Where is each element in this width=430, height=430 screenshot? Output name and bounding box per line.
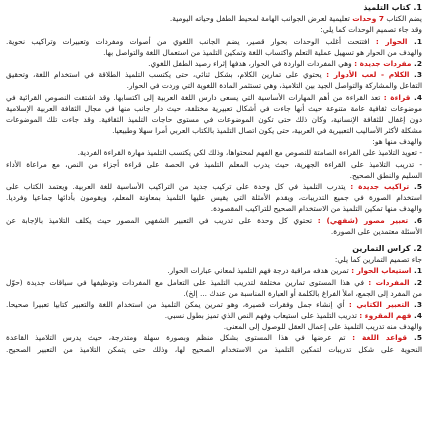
text-segment: 2. bbox=[409, 277, 422, 287]
text-line bbox=[6, 332, 422, 343]
text-segment: الأسئلة معتمدين على الصورة. bbox=[330, 226, 422, 236]
text-segment: 3. bbox=[409, 70, 422, 80]
text-line bbox=[6, 310, 422, 321]
text-segment: 5. bbox=[407, 333, 422, 343]
item-title: الكلام - لعب الأدوار : bbox=[326, 70, 410, 80]
text-segment: وقد جاء تصميم الوحدات كما يلي: bbox=[320, 25, 422, 35]
text-segment: وهي المفردات الواردة في الحوار، هدفها إثراء رصيد الطفل اللغوي. bbox=[148, 58, 355, 68]
text-line bbox=[6, 321, 422, 332]
text-segment: تعد القراءة من أهم المهارات الأساسية التي يسعى دارس اللغة العربية إلى اكتسابها. وقد اشتقت النصوص القرائية في bbox=[6, 92, 384, 102]
text-line bbox=[6, 80, 422, 91]
item-title: مفردات جديدة : bbox=[354, 58, 412, 68]
text-line bbox=[6, 170, 422, 181]
text-segment: مشكلة لأكثر الأساليب التعبيرية في العربية، حتى يكون اتصال التلميذ بالكتاب العربي أمرا سهلا وطبيعيا. bbox=[112, 126, 422, 136]
text-line bbox=[6, 215, 422, 226]
student-book-body bbox=[6, 13, 422, 237]
text-segment: تدريب التلميذ على استيعاب وفهم النص الذي تميز بطول نسبي. bbox=[164, 311, 360, 321]
text-line bbox=[6, 125, 422, 136]
text-segment: 4. bbox=[410, 92, 422, 102]
text-segment: والهدف منها هو: bbox=[372, 137, 422, 147]
text-line bbox=[6, 159, 422, 170]
text-line bbox=[6, 288, 422, 299]
text-line bbox=[6, 192, 422, 203]
text-segment: يتدرب التلميذ في كل وحدة على تركيب جديد من التراكيب الأساسية للغة العربية. ويعتمد الكتاب على bbox=[6, 182, 351, 191]
section-heading-student-book bbox=[6, 2, 422, 13]
text-segment: تمرين هدفه مراقبة درجة فهم التلميذ لمعاني عبارات الحوار. bbox=[167, 266, 352, 276]
text-segment: أي إنشاء جمل وفقرات قصيرة، وهو تمرين يمكن التلميذ من استخدام اللغة والتعبير كتابيا تعبيرا صحيحا. bbox=[6, 299, 349, 309]
item-title: قراءة : bbox=[383, 92, 411, 102]
text-line bbox=[6, 344, 422, 355]
text-line bbox=[6, 114, 422, 125]
item-title: تعبير مصور (شفهي) : bbox=[317, 215, 409, 225]
text-segment: النحوية على شكل تدريبات لتمكين التلميذ من الاستخدام الصحيح لها، وذلك حتى يتمكن التلاميذ من التعبير الصحيح. bbox=[6, 344, 422, 354]
text-line bbox=[6, 69, 422, 80]
text-line bbox=[6, 103, 422, 114]
text-line bbox=[6, 92, 422, 103]
exercise-book-body bbox=[6, 254, 422, 355]
text-segment: يضم الكتاب bbox=[384, 14, 422, 24]
text-segment: 2. bbox=[411, 58, 422, 68]
text-line bbox=[6, 136, 422, 147]
text-segment: يحتوي على تمارين الكلام، بشكل ثنائي، حتى يكتسب التلميذ الطلاقة في استخدام اللغة، وتحقيق bbox=[6, 70, 327, 80]
text-line bbox=[6, 277, 422, 288]
text-segment: جاء تصميم التمارين كما يلي: bbox=[334, 255, 422, 265]
text-segment: - تدريب التلاميذ على القراءة الجهرية، حيث يدرب المعلم التلميذ في الحصة على قراءة أجزاء من النص، مع مراعاة الأداء bbox=[6, 159, 422, 169]
text-line bbox=[6, 58, 422, 69]
text-segment: موضوعات ثقافية عامة متنوعة حيث أنها جاءت في أشكال تعبيرية مختلفة، حيث دار جانب منها في مجال الثقافة العربية الإسلامية bbox=[6, 103, 422, 113]
text-segment: السليم والنطق الصحيح. bbox=[349, 170, 422, 180]
item-title: قواعد اللغة : bbox=[352, 333, 408, 343]
text-line bbox=[6, 47, 422, 58]
section-heading-exercise-book bbox=[6, 243, 422, 254]
text-segment: التفاعل والمشاركة والتواصل الجيد بين التلاميذ، وهي تستثمر المادة اللغوية التي وردت في الحوار. bbox=[126, 81, 422, 91]
text-segment: تم عرضها في هذا المستوى بشكل منظم وبصورة سهلة ومتدرجة، حيث يدرس التلاميذ القاعدة bbox=[6, 333, 353, 343]
text-line bbox=[6, 254, 422, 265]
text-segment: والهدف منه تدريب التلميذ على إعمال العقل للوصول إلى المعنى. bbox=[223, 322, 422, 332]
text-segment: تعليمية لعرض الجوانب الهامة لمحيط الطفل وحياته اليومية. bbox=[169, 14, 353, 24]
item-title: التعبير الكتابي : bbox=[348, 299, 410, 309]
text-segment: 1. bbox=[411, 266, 422, 276]
item-title: المفردات : bbox=[368, 277, 410, 287]
text-line bbox=[6, 299, 422, 310]
heading-text: 2. كراس التمارين bbox=[352, 243, 422, 253]
text-segment: استخدام الصورة في جميع التدريبات، ويقدم الأمثلة التي يقيس عليها التلميذ بمعاونة المعلم، ويقومون بأدائها جماعيا وفرديا. bbox=[6, 193, 422, 203]
item-title: فهم المقروء : bbox=[359, 311, 412, 321]
text-segment: 1. bbox=[407, 36, 422, 46]
text-segment: افتتحت أغلب الوحدات بحوار قصير، يضم الجانب اللغوي من أصوات ومفردات وتعبيرات وتراكيب نحوية. bbox=[6, 36, 376, 46]
text-line bbox=[6, 265, 422, 276]
text-segment: - تعويد التلاميذ على القراءة الصامتة للنصوص مع الفهم لمحتواها، وذلك لكي يكتسب التلميذ مهارة القراءة الفردية. bbox=[77, 148, 422, 158]
text-segment: 4. bbox=[411, 311, 422, 321]
text-line bbox=[6, 147, 422, 158]
item-title: استيعاب الحوار : bbox=[351, 266, 412, 276]
text-segment: 3. bbox=[409, 299, 422, 309]
text-line bbox=[6, 181, 422, 192]
item-title: تراكيب جديدة : bbox=[350, 182, 410, 191]
text-segment: من المفرد إلى الجمع، املأ الفراغ بالكلمة أو العبارة المناسبة من عندك ... إلخ). bbox=[183, 288, 422, 298]
text-line bbox=[6, 36, 422, 47]
item-title: الحوار : bbox=[375, 36, 408, 46]
text-segment: 6. bbox=[408, 215, 422, 225]
text-segment: تحتوي كل وحدة على تدريب في التعبير الشفهي المصور حيث يكلف التلاميذ بالإجابة عن bbox=[6, 215, 318, 225]
text-line bbox=[6, 13, 422, 24]
text-segment: والهدف منها تمكين التلميذ من الاستخدام الصحيح للتراكيب المقصودة. bbox=[210, 204, 422, 214]
text-segment: والهدف من الحوار هو تسهيل عملية التعلم واكتساب اللغة وتمكين التلميذ من استعمال اللغة والتواصل بها. bbox=[103, 47, 422, 57]
item-title: 7 وحدات bbox=[352, 14, 385, 24]
text-segment: 5. bbox=[409, 182, 422, 191]
text-segment: دون إغفال للثقافة الإنسانية، وكان ذلك حتى تكون الموضوعات في مستوى حاجات التلميذ الثقافية. وقد جاءت تلك الموضوعات bbox=[6, 114, 422, 124]
text-line bbox=[6, 226, 422, 237]
text-line bbox=[6, 24, 422, 35]
text-segment: في هذا المستوى تمارين مختلفة لتدريب التلميذ على التعامل مع المفردات وتوظيفها في سياقات جديدة (حوّل bbox=[6, 277, 369, 287]
heading-text: 1. كتاب التلميذ bbox=[363, 3, 422, 12]
text-line bbox=[6, 203, 422, 214]
